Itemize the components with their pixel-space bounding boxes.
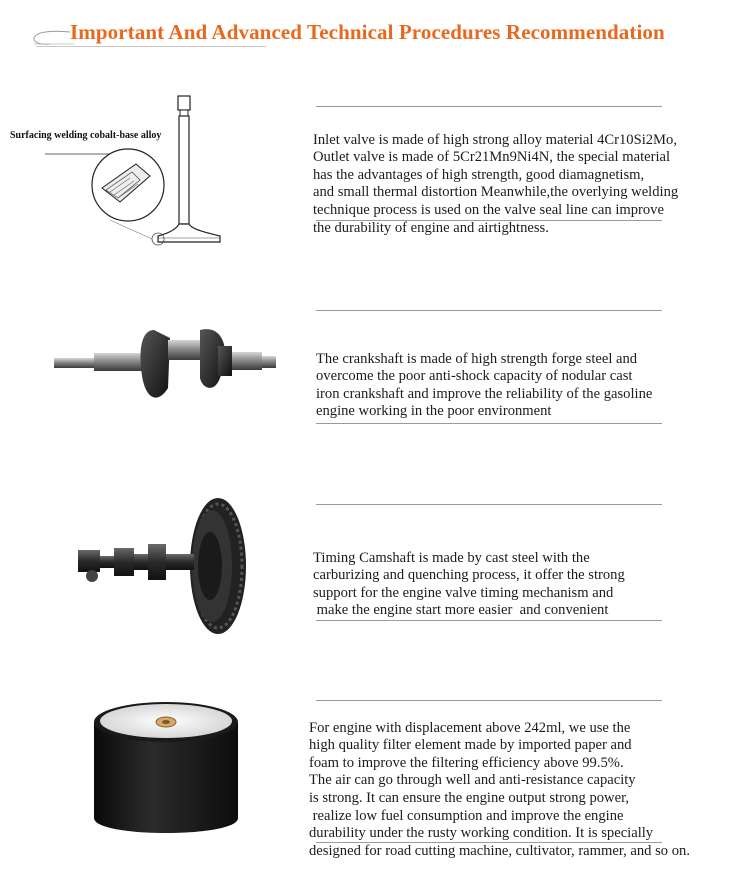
filter-line: foam to improve the filtering efficiency above 99.5%. xyxy=(309,754,624,771)
valve-line: the durability of engine and airtightness. xyxy=(313,219,549,236)
camshaft-image xyxy=(70,494,260,644)
filter-line: durability under the rusty working condition. It is specially xyxy=(309,825,654,842)
filter-line: realize low fuel consumption and improve the engine xyxy=(309,807,624,824)
crankshaft-line: overcome the poor anti-shock capacity of nodular cast xyxy=(316,368,633,385)
filter-line: high quality filter element made by imported paper and xyxy=(309,737,632,754)
filter-top-rule xyxy=(316,700,662,701)
crankshaft-line: engine working in the poor environment xyxy=(316,403,552,420)
filter-bottom-rule xyxy=(316,842,662,843)
engine-valve-diagram xyxy=(40,92,240,254)
crankshaft-top-rule xyxy=(316,310,662,311)
title-swoosh-icon xyxy=(30,28,74,48)
crankshaft-line: The crankshaft is made of high strength forge steel and xyxy=(316,350,638,367)
filter-line: The air can go through well and anti-resistance capacity xyxy=(309,772,636,789)
camshaft-line: Timing Camshaft is made by cast steel with the xyxy=(313,549,590,566)
crankshaft-image xyxy=(50,318,280,418)
cam-gear xyxy=(190,498,246,634)
valve-line: technique process is used on the valve seal line can improve xyxy=(313,201,664,218)
air-filter-image xyxy=(86,692,246,844)
filter-description xyxy=(309,702,690,878)
camshaft-bottom-rule xyxy=(316,620,662,621)
filter-line: is strong. It can ensure the engine output strong power, xyxy=(309,789,630,806)
camshaft-line: carburizing and quenching process, it offer the strong xyxy=(313,567,625,584)
filter-line: designed for road cutting machine, cultivator, rammer, and so on. xyxy=(309,842,690,859)
valve-line: Inlet valve is made of high strong alloy material 4Cr10Si2Mo, xyxy=(313,131,677,148)
valve-bottom-rule xyxy=(316,220,662,221)
valve-line: has the advantages of high strength, good diamagnetism, xyxy=(313,166,645,183)
crankshaft-bottom-rule xyxy=(316,423,662,424)
valve-top-rule xyxy=(316,106,662,107)
camshaft-top-rule xyxy=(316,504,662,505)
camshaft-line: make the engine start more easier and convenient xyxy=(313,602,609,619)
valve-line: Outlet valve is made of 5Cr21Mn9Ni4N, the special material xyxy=(313,149,671,166)
valve-description xyxy=(313,114,678,255)
crankshaft-line: iron crankshaft and improve the reliability of the gasoline xyxy=(316,385,653,402)
camshaft-line: support for the engine valve timing mechanism and xyxy=(313,584,614,601)
valve-line: and small thermal distortion Meanwhile,the overlying welding xyxy=(313,184,679,201)
filter-line: For engine with displacement above 242ml, we use the xyxy=(309,719,631,736)
camshaft-description xyxy=(313,532,625,638)
valve-callout-label: Surfacing welding cobalt-base alloy xyxy=(10,130,162,141)
page-title: Important And Advanced Technical Procedures Recommendation xyxy=(70,20,665,44)
title-underline xyxy=(36,46,266,47)
